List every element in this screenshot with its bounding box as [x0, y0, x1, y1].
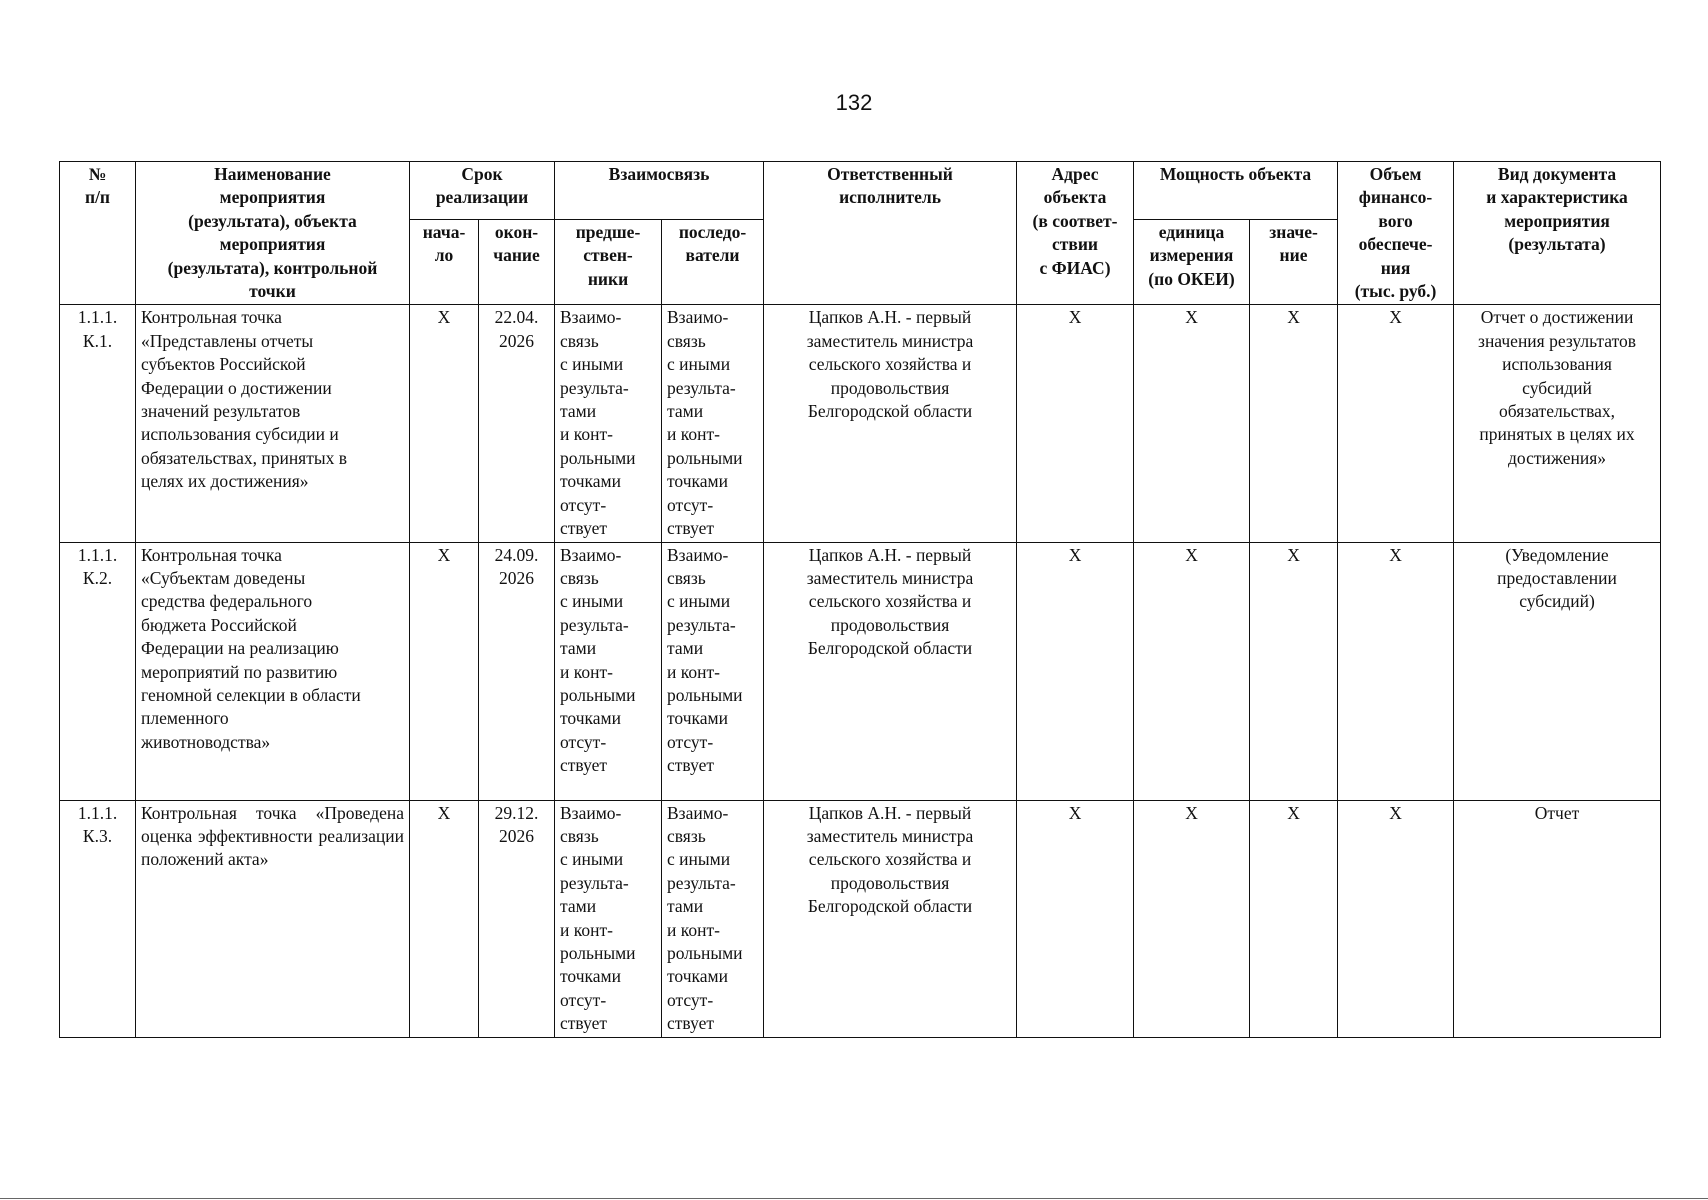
- row-end: 29.12. 2026: [479, 800, 555, 1037]
- row-document: Отчет о достижении значения результатов использования субсидий обязательствах, принятых в целях их достижения»: [1454, 305, 1661, 542]
- row-successors: Взаимо- связь с иными результа- тами и конт- рольными точками отсут- ствует: [662, 305, 764, 542]
- header-address: Адрес объекта (в соответ- ствии с ФИАС): [1017, 162, 1134, 305]
- header-num: № п/п: [60, 162, 136, 305]
- row-start: X: [410, 542, 479, 800]
- table-row: [60, 305, 1661, 542]
- table-row: [60, 542, 1661, 800]
- row-finance: X: [1338, 305, 1454, 542]
- row-name: Контрольная точка «Представлены отчеты субъектов Российской Федерации о достижении значений результатов использования субсидии и обязательствах, принятых в целях их достижения»: [136, 305, 410, 542]
- row-num: 1.1.1. К.1.: [60, 305, 136, 542]
- row-num: 1.1.1. К.3.: [60, 800, 136, 1037]
- header-document: Вид документа и характеристика мероприятия (результата): [1454, 162, 1661, 305]
- row-document: (Уведомление предоставлении субсидий): [1454, 542, 1661, 800]
- row-start: X: [410, 305, 479, 542]
- header-end: окон- чание: [479, 220, 555, 305]
- row-end: 22.04. 2026: [479, 305, 555, 542]
- header-name: Наименование мероприятия (результата), объекта мероприятия (результата), контрольной точки: [136, 162, 410, 305]
- row-successors: Взаимо- связь с иными результа- тами и конт- рольными точками отсут- ствует: [662, 800, 764, 1037]
- row-responsible: Цапков А.Н. - первый заместитель министра сельского хозяйства и продовольствия Белгородской области: [764, 800, 1017, 1037]
- page-number: 132: [835, 90, 873, 115]
- row-predecessors: Взаимо- связь с иными результа- тами и конт- рольными точками отсут- ствует: [555, 800, 662, 1037]
- row-value: X: [1250, 542, 1338, 800]
- row-name: Контрольная точка «Проведена оценка эффективности реализации положений акта»: [136, 800, 410, 1037]
- header-link: Взаимосвязь: [555, 162, 764, 220]
- row-unit: X: [1134, 305, 1250, 542]
- header-predecessors: предше- ствен- ники: [555, 220, 662, 305]
- header-power: Мощность объекта: [1134, 162, 1338, 220]
- row-name: Контрольная точка «Субъектам доведены средства федерального бюджета Российской Федерации на реализацию мероприятий по развитию геномной селекции в области племенного животноводства»: [136, 542, 410, 800]
- row-address: X: [1017, 800, 1134, 1037]
- table-header: [60, 162, 1661, 305]
- header-value: значе- ние: [1250, 220, 1338, 305]
- row-document: Отчет: [1454, 800, 1661, 1037]
- row-finance: X: [1338, 800, 1454, 1037]
- bottom-divider: [0, 1198, 1708, 1199]
- row-finance: X: [1338, 542, 1454, 800]
- header-start: нача- ло: [410, 220, 479, 305]
- row-value: X: [1250, 800, 1338, 1037]
- header-srok: Срок реализации: [410, 162, 555, 220]
- row-predecessors: Взаимо- связь с иными результа- тами и конт- рольными точками отсут- ствует: [555, 542, 662, 800]
- header-successors: последо- ватели: [662, 220, 764, 305]
- row-address: X: [1017, 542, 1134, 800]
- header-unit: единица измерения (по ОКЕИ): [1134, 220, 1250, 305]
- row-predecessors: Взаимо- связь с иными результа- тами и конт- рольными точками отсут- ствует: [555, 305, 662, 542]
- row-responsible: Цапков А.Н. - первый заместитель министра сельского хозяйства и продовольствия Белгородской области: [764, 305, 1017, 542]
- row-value: X: [1250, 305, 1338, 542]
- header-responsible: Ответственный исполнитель: [764, 162, 1017, 305]
- row-responsible: Цапков А.Н. - первый заместитель министра сельского хозяйства и продовольствия Белгородской области: [764, 542, 1017, 800]
- row-start: X: [410, 800, 479, 1037]
- row-successors: Взаимо- связь с иными результа- тами и конт- рольными точками отсут- ствует: [662, 542, 764, 800]
- table-row: [60, 800, 1661, 1037]
- row-address: X: [1017, 305, 1134, 542]
- row-end: 24.09. 2026: [479, 542, 555, 800]
- header-finance: Объем финансо- вого обеспече- ния (тыс. руб.): [1338, 162, 1454, 305]
- row-unit: X: [1134, 800, 1250, 1037]
- row-unit: X: [1134, 542, 1250, 800]
- row-num: 1.1.1. К.2.: [60, 542, 136, 800]
- measures-table: [59, 161, 1661, 1038]
